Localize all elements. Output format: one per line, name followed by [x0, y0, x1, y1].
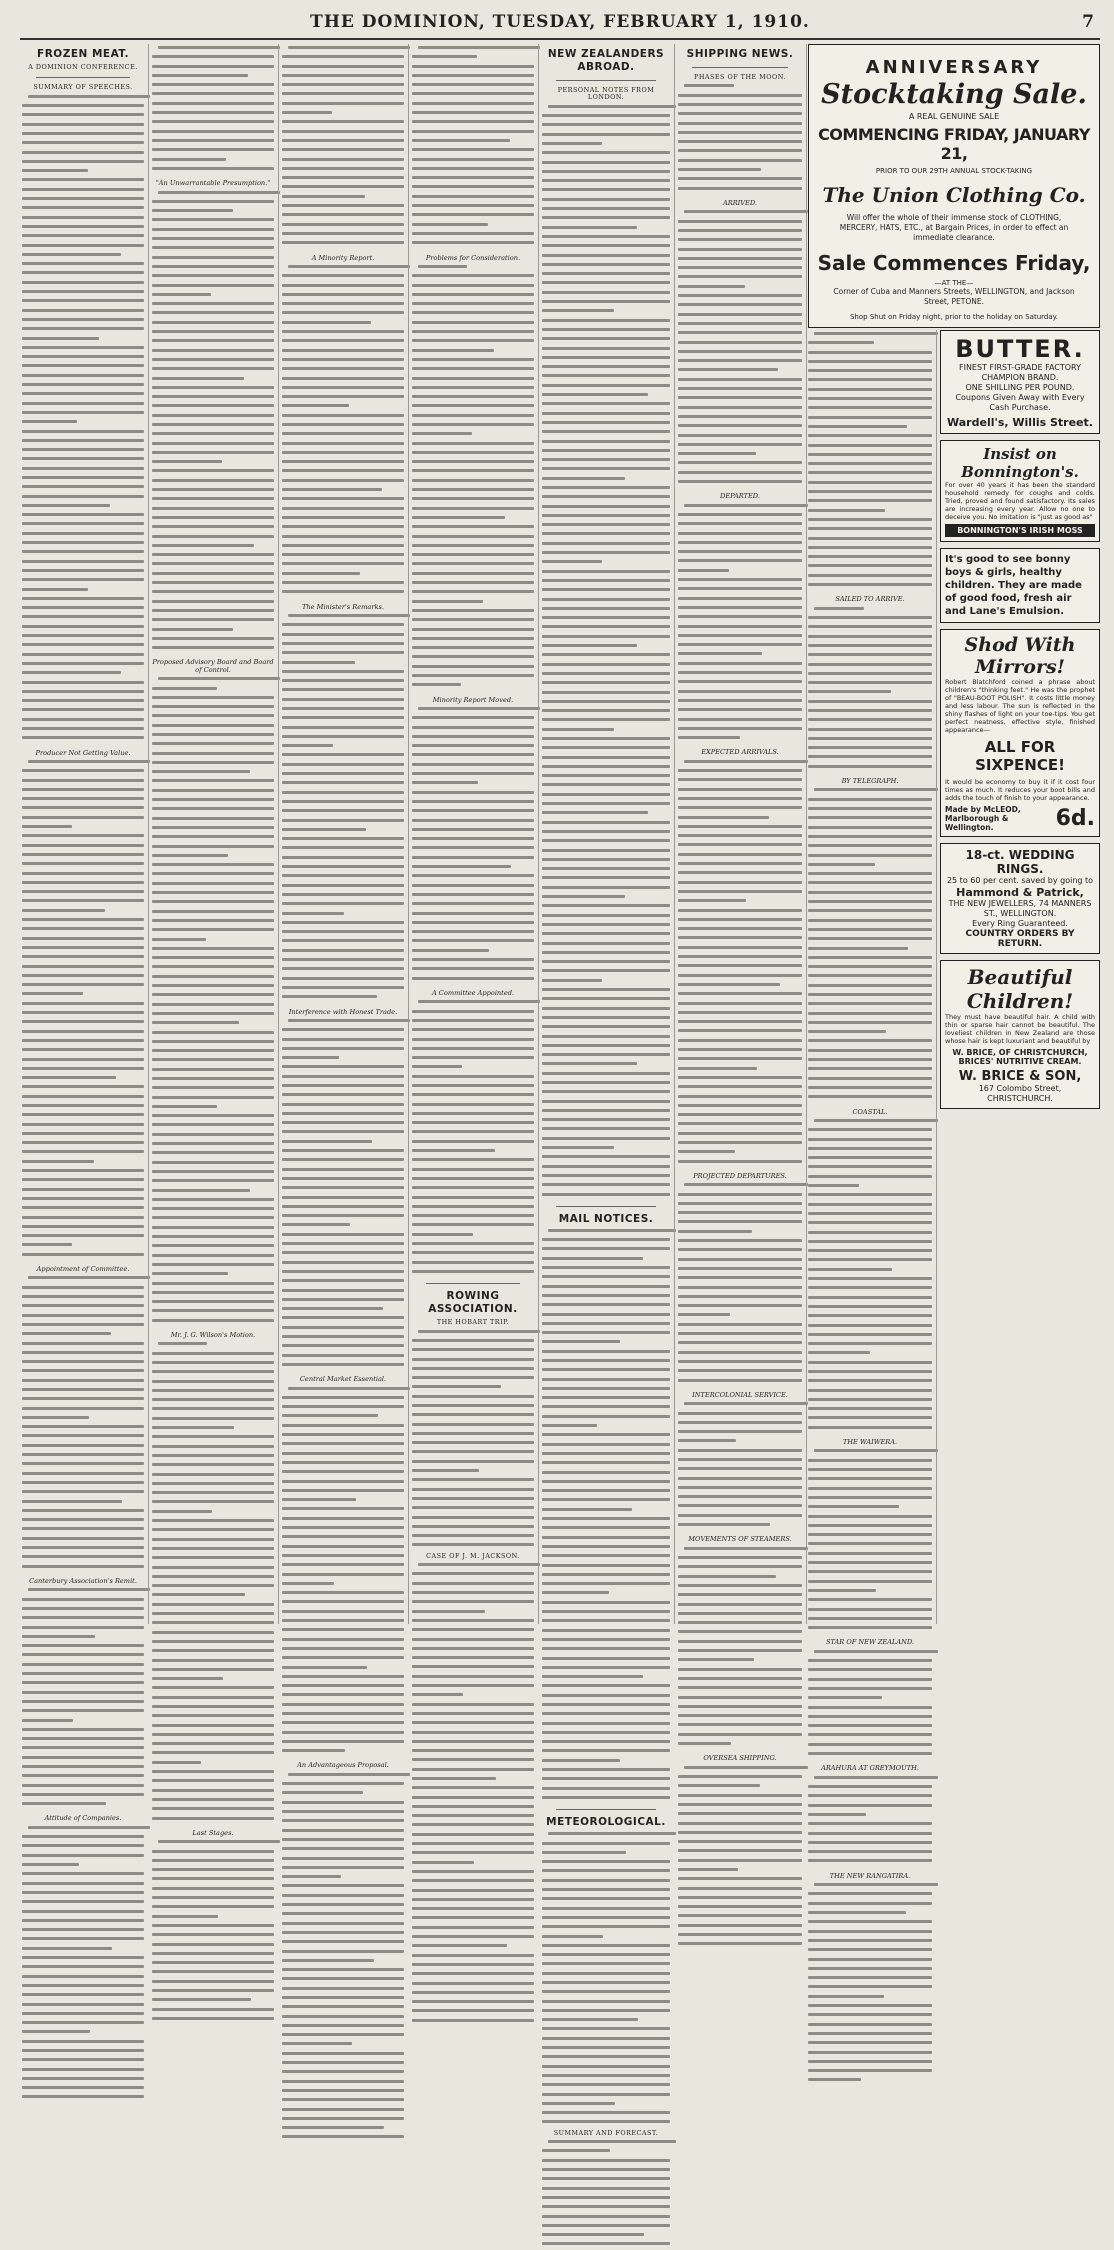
ad-line: W. BRICE & SON, [958, 1069, 1082, 1084]
moon-heading: PHASES OF THE MOON. [694, 73, 786, 81]
section-heading: Minority Report Moved. [432, 695, 514, 704]
article-text [808, 1776, 932, 1867]
section-heading: Canterbury Association's Remit. [29, 1576, 137, 1585]
column-rule [936, 330, 937, 1624]
article-text [808, 1650, 932, 1760]
jackson-heading: CASE OF J. M. JACKSON. [426, 1551, 520, 1560]
section-heading: Last Stages. [192, 1828, 234, 1837]
section-heading: Mr. J. G. Wilson's Motion. [170, 1331, 256, 1339]
section-heading: Central Market Essential. [299, 1375, 387, 1384]
section-heading: MOVEMENTS OF STEAMERS. [688, 1535, 792, 1544]
article-text [678, 1402, 802, 1530]
masthead-title: THE DOMINION, TUESDAY, FEBRUARY 1, 1910. [310, 12, 810, 32]
ad-price: 6d. [1055, 806, 1095, 831]
ad-line: ONE SHILLING PER POUND. [965, 383, 1075, 392]
ad-line: For over 40 years it has been the standard household remedy for coughs and colds. Tried, proved and found satisfactory. Its sales are increasing every year. Allow no one to deceive you. No imitation is "just as good as" [945, 481, 1095, 521]
section-heading: STAR OF NEW ZEALAND. [825, 1638, 915, 1647]
article-text [152, 191, 274, 654]
section-heading: Interference with Honest Trade. [288, 1007, 398, 1016]
article-text [152, 46, 274, 174]
column-rule [806, 44, 807, 1624]
ad-line: Insist on Bonnington's. [961, 445, 1079, 481]
section-heading: BY TELEGRAPH. [841, 777, 899, 786]
ad-line: It would be economy to buy it if it cost four times as much. It reduces your boot bills and adds the touch of finish to your appearance. [945, 778, 1095, 802]
column-rule [278, 44, 279, 1624]
column-7-inner [808, 332, 932, 2086]
section-heading: A Minority Report. [311, 253, 375, 262]
article-text [808, 332, 932, 590]
frozen-meat-subheading: A DOMINION CONFERENCE. [28, 63, 138, 71]
personal-notes-heading: PERSONAL NOTES FROM LONDON. [557, 86, 655, 102]
ad-line: CHAMPION BRAND. [981, 373, 1059, 382]
ad-line: BRICES' NUTRITIVE CREAM. [958, 1057, 1082, 1066]
ad-line: Sale Commences Friday, [817, 251, 1091, 275]
article-text [152, 677, 274, 1326]
bonnington-ad [940, 440, 1100, 542]
article-text [678, 1547, 802, 1750]
ad-line: Hammond & Patrick, [956, 886, 1084, 899]
ad-line: ANNIVERSARY [865, 57, 1043, 78]
article-text [678, 210, 802, 487]
article-text [22, 1588, 144, 1809]
rowing-subheading: THE HOBART TRIP. [436, 1318, 510, 1327]
union-clothing-ad [808, 44, 1100, 328]
column-1 [22, 44, 144, 1823]
article-text [808, 788, 932, 1102]
ad-line: ALL FOR SIXPENCE! [975, 738, 1065, 774]
article-text [412, 1000, 534, 1277]
ad-line: Beautiful Children! [966, 965, 1074, 1013]
column-rule [674, 44, 675, 1624]
article-text [678, 1183, 802, 1386]
ad-line: They must have beautiful hair. A child with thin or sparse hair cannot be beautiful. The loveliest children in New Zealand are those whose hair is kept luxuriant and beautiful by [945, 1013, 1095, 1045]
ad-line: —AT THE— [934, 279, 974, 287]
section-heading: Proposed Advisory Board and Board of Control. [152, 658, 274, 674]
butter-ad [940, 330, 1100, 434]
ad-line: Shop Shut on Friday night, prior to the holiday on Saturday. [849, 313, 1058, 321]
article-text [808, 1449, 932, 1633]
frozen-meat-heading: FROZEN MEAT. [37, 48, 129, 60]
article-text [808, 607, 932, 772]
section-heading: Attitude of Companies. [44, 1814, 122, 1823]
ad-line: BONNINGTON'S IRISH MOSS [945, 524, 1095, 537]
section-heading: Appointment of Committee. [36, 1265, 130, 1274]
ad-line: Shod With Mirrors! [964, 634, 1076, 678]
section-heading: The Minister's Remarks. [302, 602, 384, 611]
ad-line: Every Ring Guaranteed. [972, 919, 1068, 928]
section-heading: "An Unwarrantable Presumption." [155, 179, 271, 188]
ad-line: Made by McLEOD, Marlborough & Wellington. [945, 805, 1021, 832]
ad-line: Robert Blatchford coined a phrase about children's "thinking feet." He was the prophet of "BEAU-BOOT POLISH". It costs little money and less labour. The sun is reflected in the shiny flashes of light on your toe-tips. You get perfect neatness, effective style, finished appearance— [945, 678, 1095, 734]
ad-line: 18-ct. WEDDING RINGS. [965, 848, 1075, 876]
article-text [678, 504, 802, 744]
divider [36, 77, 130, 78]
column-4 [412, 44, 534, 1624]
article-text [542, 1229, 670, 1803]
masthead [20, 4, 1100, 40]
meteorological-heading: METEOROLOGICAL. [546, 1816, 666, 1829]
section-heading: ARRIVED. [722, 198, 758, 207]
article-text [152, 1840, 274, 2024]
brice-ad [940, 960, 1100, 1109]
ad-line: Corner of Cuba and Manners Streets, WELLINGTON, and Jackson Street, PETONE. [833, 287, 1075, 306]
section-heading: Problems for Consideration. [425, 253, 521, 262]
ad-line: COMMENCING FRIDAY, JANUARY 21, [818, 125, 1090, 163]
mail-notices-heading: MAIL NOTICES. [558, 1212, 654, 1225]
article-text [808, 1883, 932, 2086]
section-heading: DEPARTED. [720, 492, 760, 501]
right-ads [940, 330, 1100, 1624]
article-text [412, 1330, 534, 1551]
section-heading: Producer Not Getting Value. [35, 748, 131, 757]
article-text [678, 84, 802, 194]
column-3 [282, 44, 404, 1770]
section-heading: A Committee Appointed. [431, 988, 515, 997]
article-text [542, 1832, 670, 2128]
article-text [542, 2140, 670, 2250]
column-rule [148, 44, 149, 1624]
ad-line: It's good to see bonny boys & girls, healthy children. They are made of good food, fresh air and Lane's Emulsion. [945, 554, 1082, 617]
article-text [282, 265, 404, 598]
column-6 [678, 44, 802, 1763]
article-text [542, 105, 670, 1200]
section-heading: OVERSEA SHIPPING. [703, 1754, 777, 1763]
article-text [282, 1019, 404, 1370]
nz-abroad-heading: NEW ZEALANDERS ABROAD. [547, 48, 665, 73]
article-text [678, 1766, 802, 1950]
article-text [412, 1563, 534, 2026]
divider [692, 67, 788, 68]
article-text [282, 1387, 404, 1757]
summary-forecast-heading: SUMMARY AND FORECAST. [553, 2128, 659, 2137]
article-text [282, 614, 404, 1002]
summary-heading: SUMMARY OF SPEECHES. [33, 83, 133, 92]
section-heading: ARAHURA AT GREYMOUTH. [821, 1764, 919, 1773]
ad-line: 25 to 60 per cent. saved by going to [946, 876, 1094, 885]
ad-line: THE NEW JEWELLERS, 74 MANNERS ST., WELLINGTON. [948, 899, 1092, 918]
article-text [22, 95, 144, 744]
article-text [282, 46, 404, 249]
article-text [678, 760, 802, 1167]
ad-line: W. BRICE, OF CHRISTCHURCH, [952, 1048, 1088, 1057]
column-rule [538, 44, 539, 1624]
column-5 [542, 44, 670, 2137]
section-heading: EXPECTED ARRIVALS. [701, 748, 779, 757]
column-7 [808, 330, 932, 1880]
article-text [22, 1826, 144, 2103]
article-text [152, 1342, 274, 1823]
rowing-heading: ROWING ASSOCIATION. [428, 1290, 518, 1316]
divider [426, 1283, 520, 1284]
ad-line: Coupons Given Away with Every Cash Purchase. [955, 393, 1085, 412]
section-heading: THE NEW RANGATIRA. [829, 1871, 911, 1880]
article-text [412, 265, 534, 691]
section-heading: An Advantageous Proposal. [297, 1761, 389, 1770]
boot-polish-ad [940, 629, 1100, 837]
divider [556, 1809, 656, 1810]
ad-line: Wardell's, Willis Street. [947, 416, 1093, 429]
ad-line: BUTTER. [955, 335, 1085, 363]
article-text [22, 1276, 144, 1572]
article-text [412, 46, 534, 249]
ad-line: Will offer the whole of their immense stock of CLOTHING, MERCERY, HATS, ETC., at Bargain Prices, in order to effect an immediate clearance. [839, 213, 1069, 242]
lanes-emulsion-ad [940, 548, 1100, 623]
article-text [412, 707, 534, 984]
divider [556, 1206, 656, 1207]
ad-line: PRIOR TO OUR 29TH ANNUAL STOCK-TAKING [875, 167, 1033, 175]
ad-line: FINEST FIRST-GRADE FACTORY [958, 363, 1081, 372]
section-heading: INTERCOLONIAL SERVICE. [692, 1390, 788, 1399]
section-heading: SAILED TO ARRIVE. [835, 595, 905, 604]
ad-line: 167 Colombo Street, CHRISTCHURCH. [978, 1084, 1062, 1103]
shipping-heading: SHIPPING NEWS. [686, 48, 794, 60]
column-2 [152, 44, 274, 1837]
article-text [22, 760, 144, 1260]
ad-line: Stocktaking Sale. [821, 79, 1087, 110]
ad-line: A REAL GENUINE SALE [908, 112, 1000, 121]
section-heading: THE WAIWERA. [842, 1438, 898, 1447]
ad-line: COUNTRY ORDERS BY RETURN. [965, 929, 1075, 949]
ad-line: The Union Clothing Co. [822, 183, 1086, 207]
section-heading: COASTAL. [852, 1107, 888, 1116]
section-heading: PROJECTED DEPARTURES. [693, 1171, 787, 1180]
article-text [282, 1773, 404, 2143]
page-number: 7 [1082, 12, 1094, 32]
divider [556, 80, 656, 81]
column-rule [408, 44, 409, 1624]
article-text [808, 1119, 932, 1433]
wedding-rings-ad [940, 843, 1100, 954]
